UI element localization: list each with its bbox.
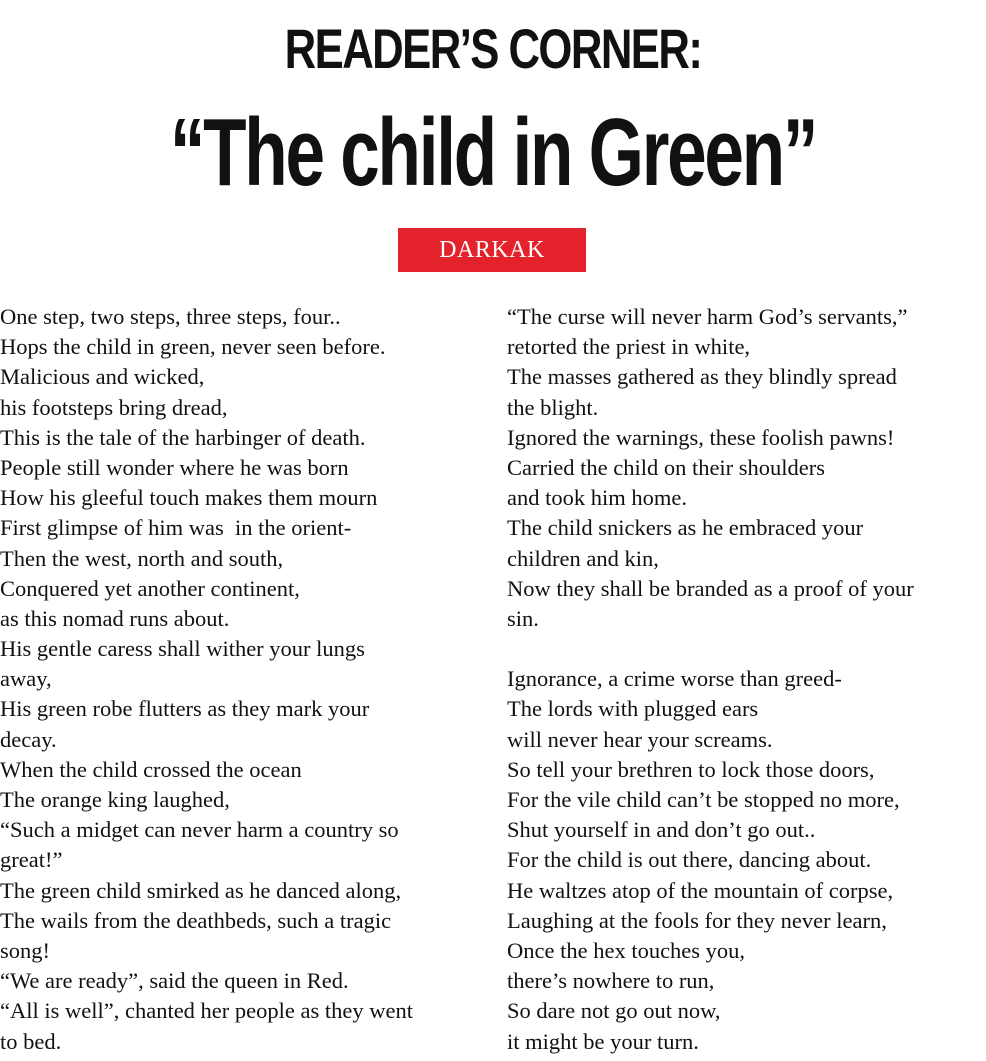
poem-line: Then the west, north and south, bbox=[0, 545, 284, 571]
poem-line: The orange king laughed, bbox=[0, 787, 230, 812]
poem-line: Now they shall be branded as a proof of your bbox=[507, 575, 914, 601]
poem-line: Conquered yet another continent, bbox=[0, 575, 300, 601]
poem-line: the blight. bbox=[507, 394, 599, 420]
poem-line: children and kin, bbox=[507, 545, 659, 571]
poem-line: For the vile child can’t be stopped no more, bbox=[507, 787, 900, 812]
poem-line: The child snickers as he embraced your bbox=[507, 515, 864, 541]
poem-line: People still wonder where he was born bbox=[0, 454, 349, 480]
poem-line: there’s nowhere to run, bbox=[507, 968, 715, 994]
poem-line: One step, two steps, three steps, four.. bbox=[0, 304, 341, 329]
poem-line: “Such a midget can never harm a country so bbox=[0, 817, 399, 843]
poem-line: sin. bbox=[507, 605, 539, 631]
poem-line: So dare not go out now, bbox=[507, 998, 721, 1024]
poem-line: For the child is out there, dancing about. bbox=[507, 847, 872, 873]
poem-line: The masses gathered as they blindly spread bbox=[507, 364, 897, 390]
poem-line: Malicious and wicked, bbox=[0, 364, 205, 390]
poem-column-left bbox=[0, 302, 480, 1057]
poem-column-right bbox=[507, 302, 986, 1057]
author-badge: DARKAK bbox=[398, 228, 586, 272]
poem-line: “We are ready”, said the queen in Red. bbox=[0, 968, 349, 994]
poem-line: to bed. bbox=[0, 1028, 62, 1054]
poem-line: Hops the child in green, never seen before. bbox=[0, 334, 386, 360]
poem-line: Ignored the warnings, these foolish pawns! bbox=[507, 424, 895, 450]
poem-line: and took him home. bbox=[507, 485, 687, 511]
poem-line: This is the tale of the harbinger of death. bbox=[0, 424, 366, 450]
poem-line: it might be your turn. bbox=[507, 1028, 699, 1054]
poem-line: away, bbox=[0, 666, 52, 692]
poem-line: as this nomad runs about. bbox=[0, 605, 230, 631]
poem-line: So tell your brethren to lock those doors, bbox=[507, 756, 875, 782]
poem-line: The lords with plugged ears bbox=[507, 696, 759, 722]
poem-line: “The curse will never harm God’s servants,” bbox=[507, 304, 908, 329]
poem-line bbox=[507, 634, 986, 664]
poem-line: will never hear your screams. bbox=[507, 726, 773, 752]
poem-line: He waltzes atop of the mountain of corpse, bbox=[507, 877, 894, 903]
poem-line: decay. bbox=[0, 726, 57, 752]
poem-line: retorted the priest in white, bbox=[507, 334, 751, 360]
poem-line: Carried the child on their shoulders bbox=[507, 454, 826, 480]
poem-line: Laughing at the fools for they never learn, bbox=[507, 907, 887, 933]
poem-line: Ignorance, a crime worse than greed- bbox=[507, 666, 842, 692]
poem-line: His green robe flutters as they mark your bbox=[0, 696, 370, 722]
poem-line: Once the hex touches you, bbox=[507, 937, 746, 963]
poem-line: His gentle caress shall wither your lungs bbox=[0, 636, 365, 662]
poem-line: Shut yourself in and don’t go out.. bbox=[507, 817, 816, 843]
poem-line: When the child crossed the ocean bbox=[0, 756, 302, 782]
poem-line: The wails from the deathbeds, such a tragic bbox=[0, 907, 392, 933]
poem-line: his footsteps bring dread, bbox=[0, 394, 228, 420]
poem-line: “All is well”, chanted her people as they went bbox=[0, 998, 413, 1024]
poem-line: song! bbox=[0, 937, 50, 963]
poem-line: The green child smirked as he danced along, bbox=[0, 877, 402, 903]
poem-title: “The child in Green” bbox=[169, 99, 817, 206]
poem-line: First glimpse of him was in the orient- bbox=[0, 515, 352, 541]
section-kicker: READER’S CORNER: bbox=[284, 17, 702, 80]
poem-line: How his gleeful touch makes them mourn bbox=[0, 485, 378, 511]
poem-line: great!” bbox=[0, 847, 63, 873]
